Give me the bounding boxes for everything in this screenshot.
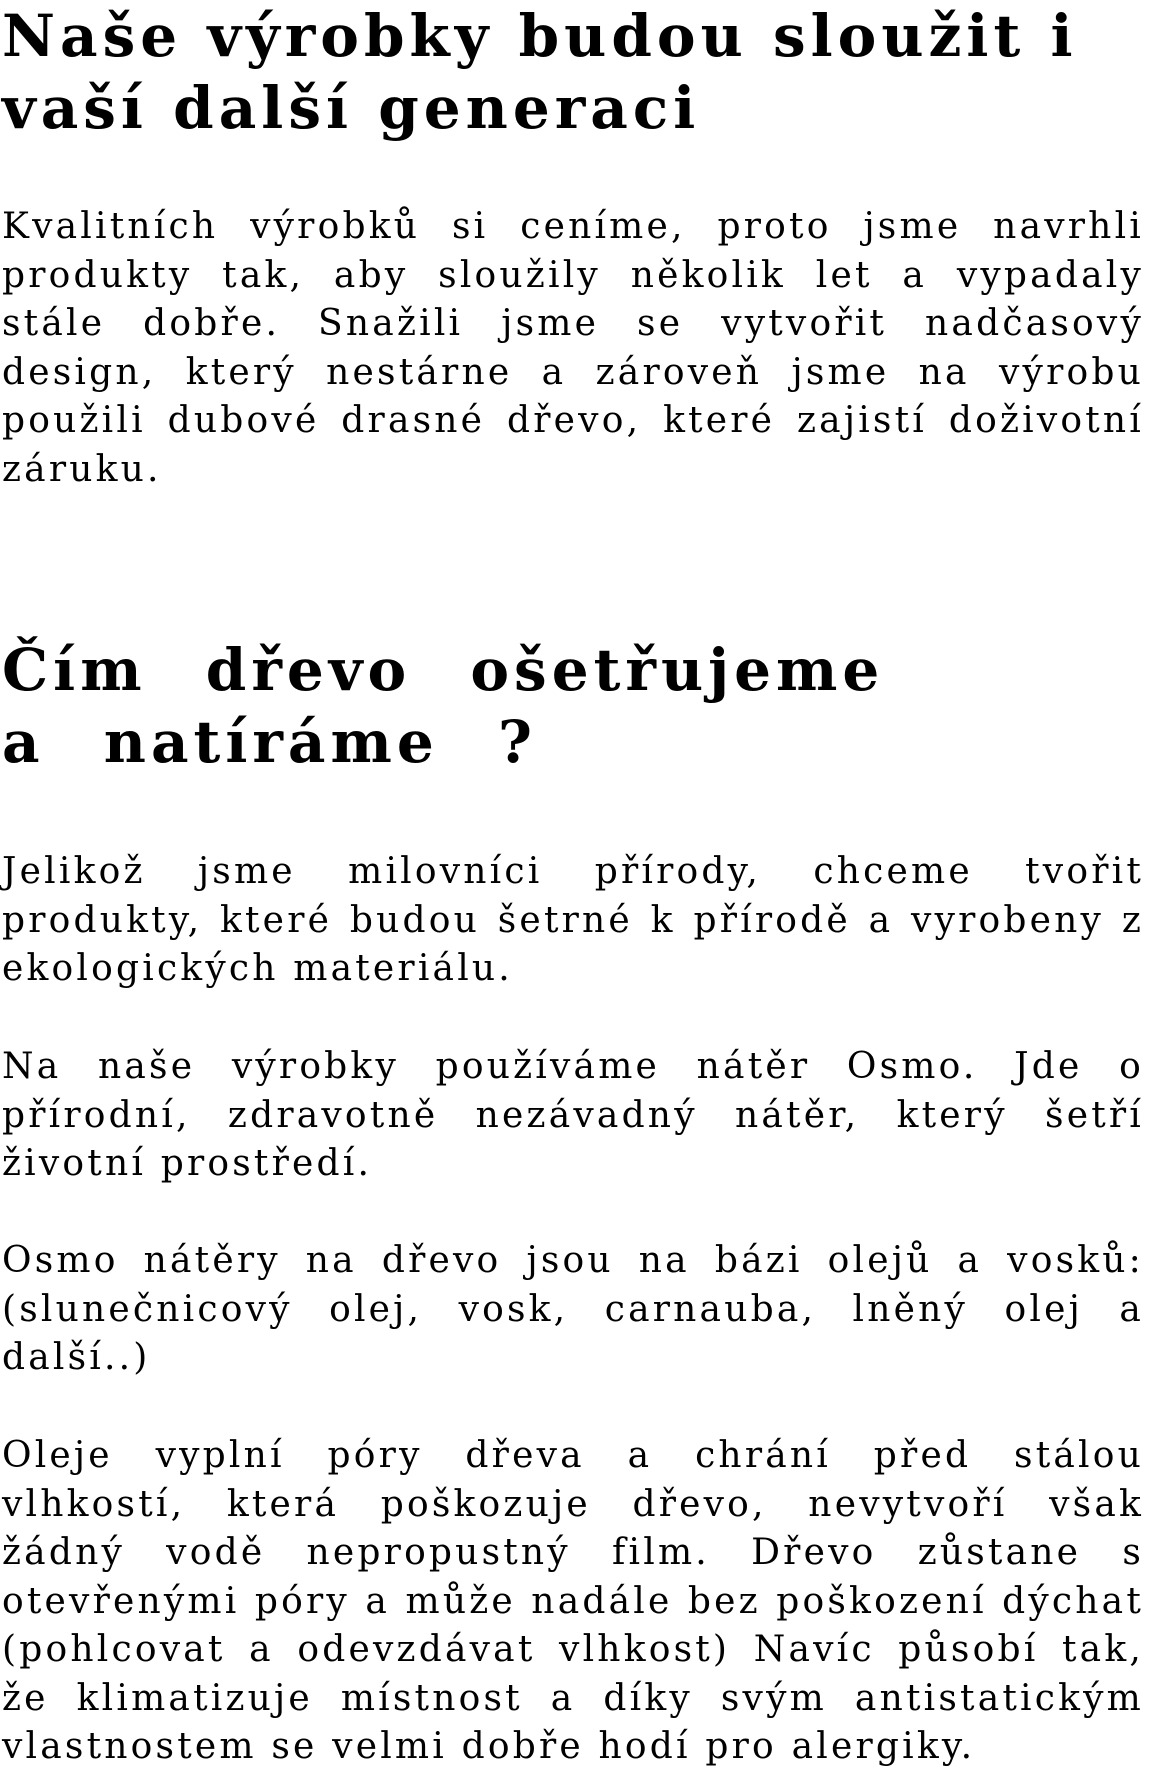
paragraph-osmo-coating: Na naše výrobky používáme nátěr Osmo. Jde o přírodní, zdravotně nezávadný nátěr, který šetří životní prostředí.	[2, 1046, 1144, 1184]
section-heading-durability: Naše výrobky budou sloužit i vaší další generaci	[2, 2, 1078, 142]
paragraph-nature-lovers: Jelikož jsme milovníci přírody, chceme tvořit produkty, které budou šetrné k přírodě a vyrobeny z ekologických materiálu.	[2, 851, 1144, 989]
paragraph-durability: Kvalitních výrobků si ceníme, proto jsme navrhli produkty tak, aby sloužily několik let a vypadaly stále dobře. Snažili jsme se vytvořit nadčasový design, který nestárne a zároveň jsme na výrobu použili dubové drasné dřevo, které zajistí doživotní záruku.	[2, 206, 1144, 490]
paragraph-oils-and-waxes: Osmo nátěry na dřevo jsou na bázi olejů a vosků: (slunečnicový olej, vosk, carnauba, lněný olej a další..)	[2, 1240, 1144, 1378]
paragraph-pore-protection: Oleje vyplní póry dřeva a chrání před stálou vlhkostí, která poškozuje dřevo, nevytvoří však žádný vodě nepropustný film. Dřevo zůstane s otevřenými póry a může nadále bez poškození dýchat (pohlcovat a odevzdávat vlhkost) Navíc působí tak, že klimatizuje místnost a díky svým antistatickým vlastnostem se velmi dobře hodí pro alergiky.	[2, 1435, 1144, 1767]
section-heading-wood-treatment: Čím dřevo ošetřujeme a natíráme ?	[2, 636, 885, 776]
